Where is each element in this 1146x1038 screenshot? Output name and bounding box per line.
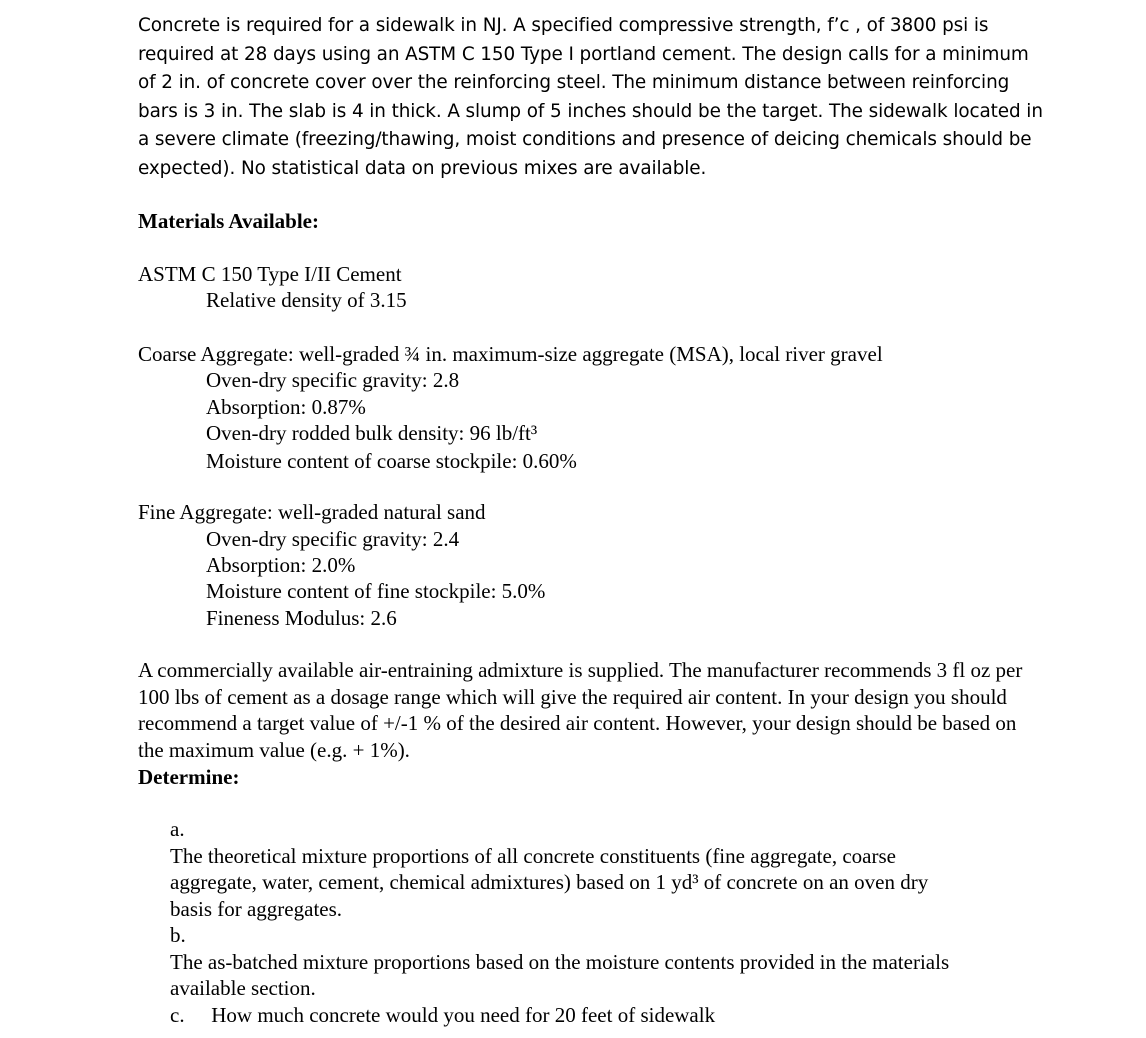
fine-aggregate-title: Fine Aggregate: well-graded natural sand: [138, 500, 486, 524]
fine-prop: Absorption: 2.0%: [206, 553, 356, 577]
admixture-paragraph: A commercially available air-entraining admixture is supplied. The manufacturer recommends 3 fl oz per 100 lbs of cement as a dosage range which will give the required air content. In your design you should recommend a target value of +/-1 % of the desired air content. However, your design should be based on the maximum value (e.g. + 1%).: [138, 658, 1023, 762]
determine-heading: Determine:: [138, 765, 240, 789]
coarse-aggregate-title: Coarse Aggregate: well-graded ¾ in. maximum-size aggregate (MSA), local river gravel: [138, 342, 883, 366]
determine-item-a: [170, 816, 1000, 922]
coarse-prop: Moisture content of coarse stockpile: 0.60%: [206, 449, 577, 473]
determine-item-c: [170, 1002, 715, 1029]
determine-item-b: [170, 922, 1000, 1002]
fine-prop: Oven-dry specific gravity: 2.4: [206, 527, 460, 551]
item-text: How much concrete would you need for 20 feet of sidewalk: [211, 1003, 716, 1027]
coarse-prop: Oven-dry specific gravity: 2.8: [206, 368, 460, 392]
cement-title: ASTM C 150 Type I/II Cement: [138, 262, 402, 286]
item-label: a.: [170, 817, 185, 841]
coarse-prop: Oven-dry rodded bulk density: 96 lb/ft³: [206, 421, 538, 445]
item-label: c.: [170, 1003, 185, 1027]
item-text: The as-batched mixture proportions based on the moisture contents provided in the materials available section.: [170, 949, 950, 1000]
fine-prop: Moisture content of fine stockpile: 5.0%: [206, 579, 546, 603]
item-label: b.: [170, 923, 186, 947]
materials-heading: Materials Available:: [138, 209, 319, 233]
cement-prop: Relative density of 3.15: [206, 288, 407, 312]
problem-statement: Concrete is required for a sidewalk in NJ. A specified compressive strength, f’c , of 3800 psi is required at 28 days using an ASTM C 150 Type I portland cement. The design calls for a minimum of 2 in. of concrete cover over the reinforcing steel. The minimum distance between reinforcing bars is 3 in. The slab is 4 in thick. A slump of 5 inches should be the target. The sidewalk located in a severe climate (freezing/thawing, moist conditions and presence of deicing chemicals should be expected). No statistical data on previous mixes are available.: [138, 15, 1043, 179]
fine-prop: Fineness Modulus: 2.6: [206, 606, 397, 630]
item-text: The theoretical mixture proportions of all concrete constituents (fine aggregate, coarse aggregate, water, cement, chemical admixtures) based on 1 yd³ of concrete on an oven dry basis for aggregates.: [170, 843, 929, 921]
coarse-prop: Absorption: 0.87%: [206, 395, 366, 419]
